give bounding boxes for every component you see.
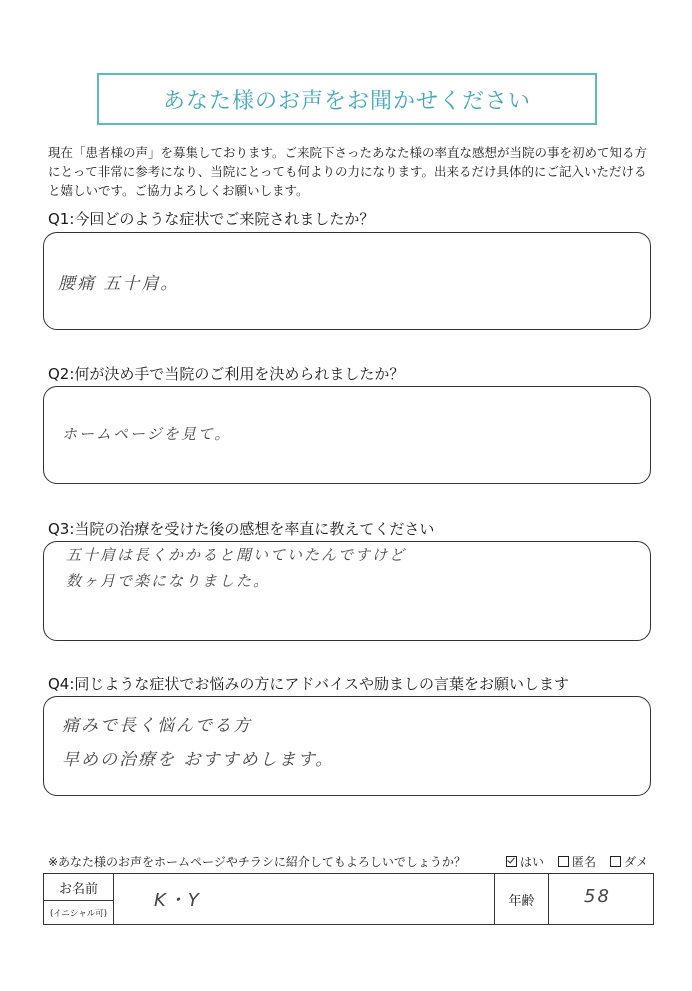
title-box: [97, 73, 597, 125]
intro-text: 現在「患者様の声」を募集しております。ご来院下さったあなた様の率直な感想が当院の事を初めて知る方にとって非常に参考になり、当院にとっても何よりの力になります。出来るだけ具体的にご記入いただけると嬉しいです。ご協力よろしくお願いします。: [48, 145, 648, 198]
name-label: お名前: [44, 874, 113, 901]
age-value[interactable]: 58: [584, 886, 611, 907]
name-value[interactable]: K・Y: [154, 890, 201, 911]
answer-3-line-1: 五十肩は長くかかると聞いていたんですけど: [66, 546, 407, 564]
name-note: (イニシャル可): [49, 909, 108, 919]
answer-box-3: [43, 541, 651, 641]
name-label-cell: [44, 874, 114, 924]
question-4: Q4:同じような症状でお悩みの方にアドバイスや励ましの言葉をお願いします: [48, 675, 569, 693]
name-age-table: [43, 873, 654, 925]
answer-box-4: [43, 696, 651, 796]
consent-option-no[interactable]: [610, 853, 648, 870]
answer-1-line-1: 腰痛 五十肩。: [58, 274, 180, 294]
page-title: あなた様のお声をお聞かせください: [162, 88, 531, 114]
answer-box-2: [43, 386, 651, 484]
age-label: 年齢: [494, 874, 549, 924]
checkbox-checked-icon[interactable]: [506, 856, 517, 867]
consent-options: [506, 853, 648, 870]
consent-option-yes-label: はい: [519, 855, 544, 869]
question-1: Q1:今回どのような症状でご来院されましたか？: [48, 210, 375, 228]
question-2: Q2:何が決め手で当院のご利用を決められましたか？: [48, 365, 405, 383]
answer-box-1: [43, 232, 651, 330]
consent-question: ※あなた様のお声をホームページやチラシに紹介してもよろしいでしょうか？: [48, 855, 466, 869]
answer-4-line-1: 痛みで長く悩んでる方: [62, 716, 252, 736]
consent-option-anonymous-label: 匿名: [571, 855, 596, 869]
consent-option-anonymous[interactable]: [558, 853, 596, 870]
consent-row: [48, 853, 648, 870]
answer-4-line-2: 早めの治療を おすすめします。: [62, 750, 335, 770]
answer-3-line-2: 数ヶ月で楽になりました。: [66, 572, 271, 590]
consent-option-yes[interactable]: [506, 853, 544, 870]
answer-2-line-1: ホームページを見て。: [62, 425, 232, 443]
checkbox-icon[interactable]: [558, 856, 569, 867]
checkbox-icon[interactable]: [610, 856, 621, 867]
consent-option-no-label: ダメ: [623, 855, 648, 869]
question-3: Q3:当院の治療を受けた後の感想を率直に教えてください: [48, 520, 435, 538]
